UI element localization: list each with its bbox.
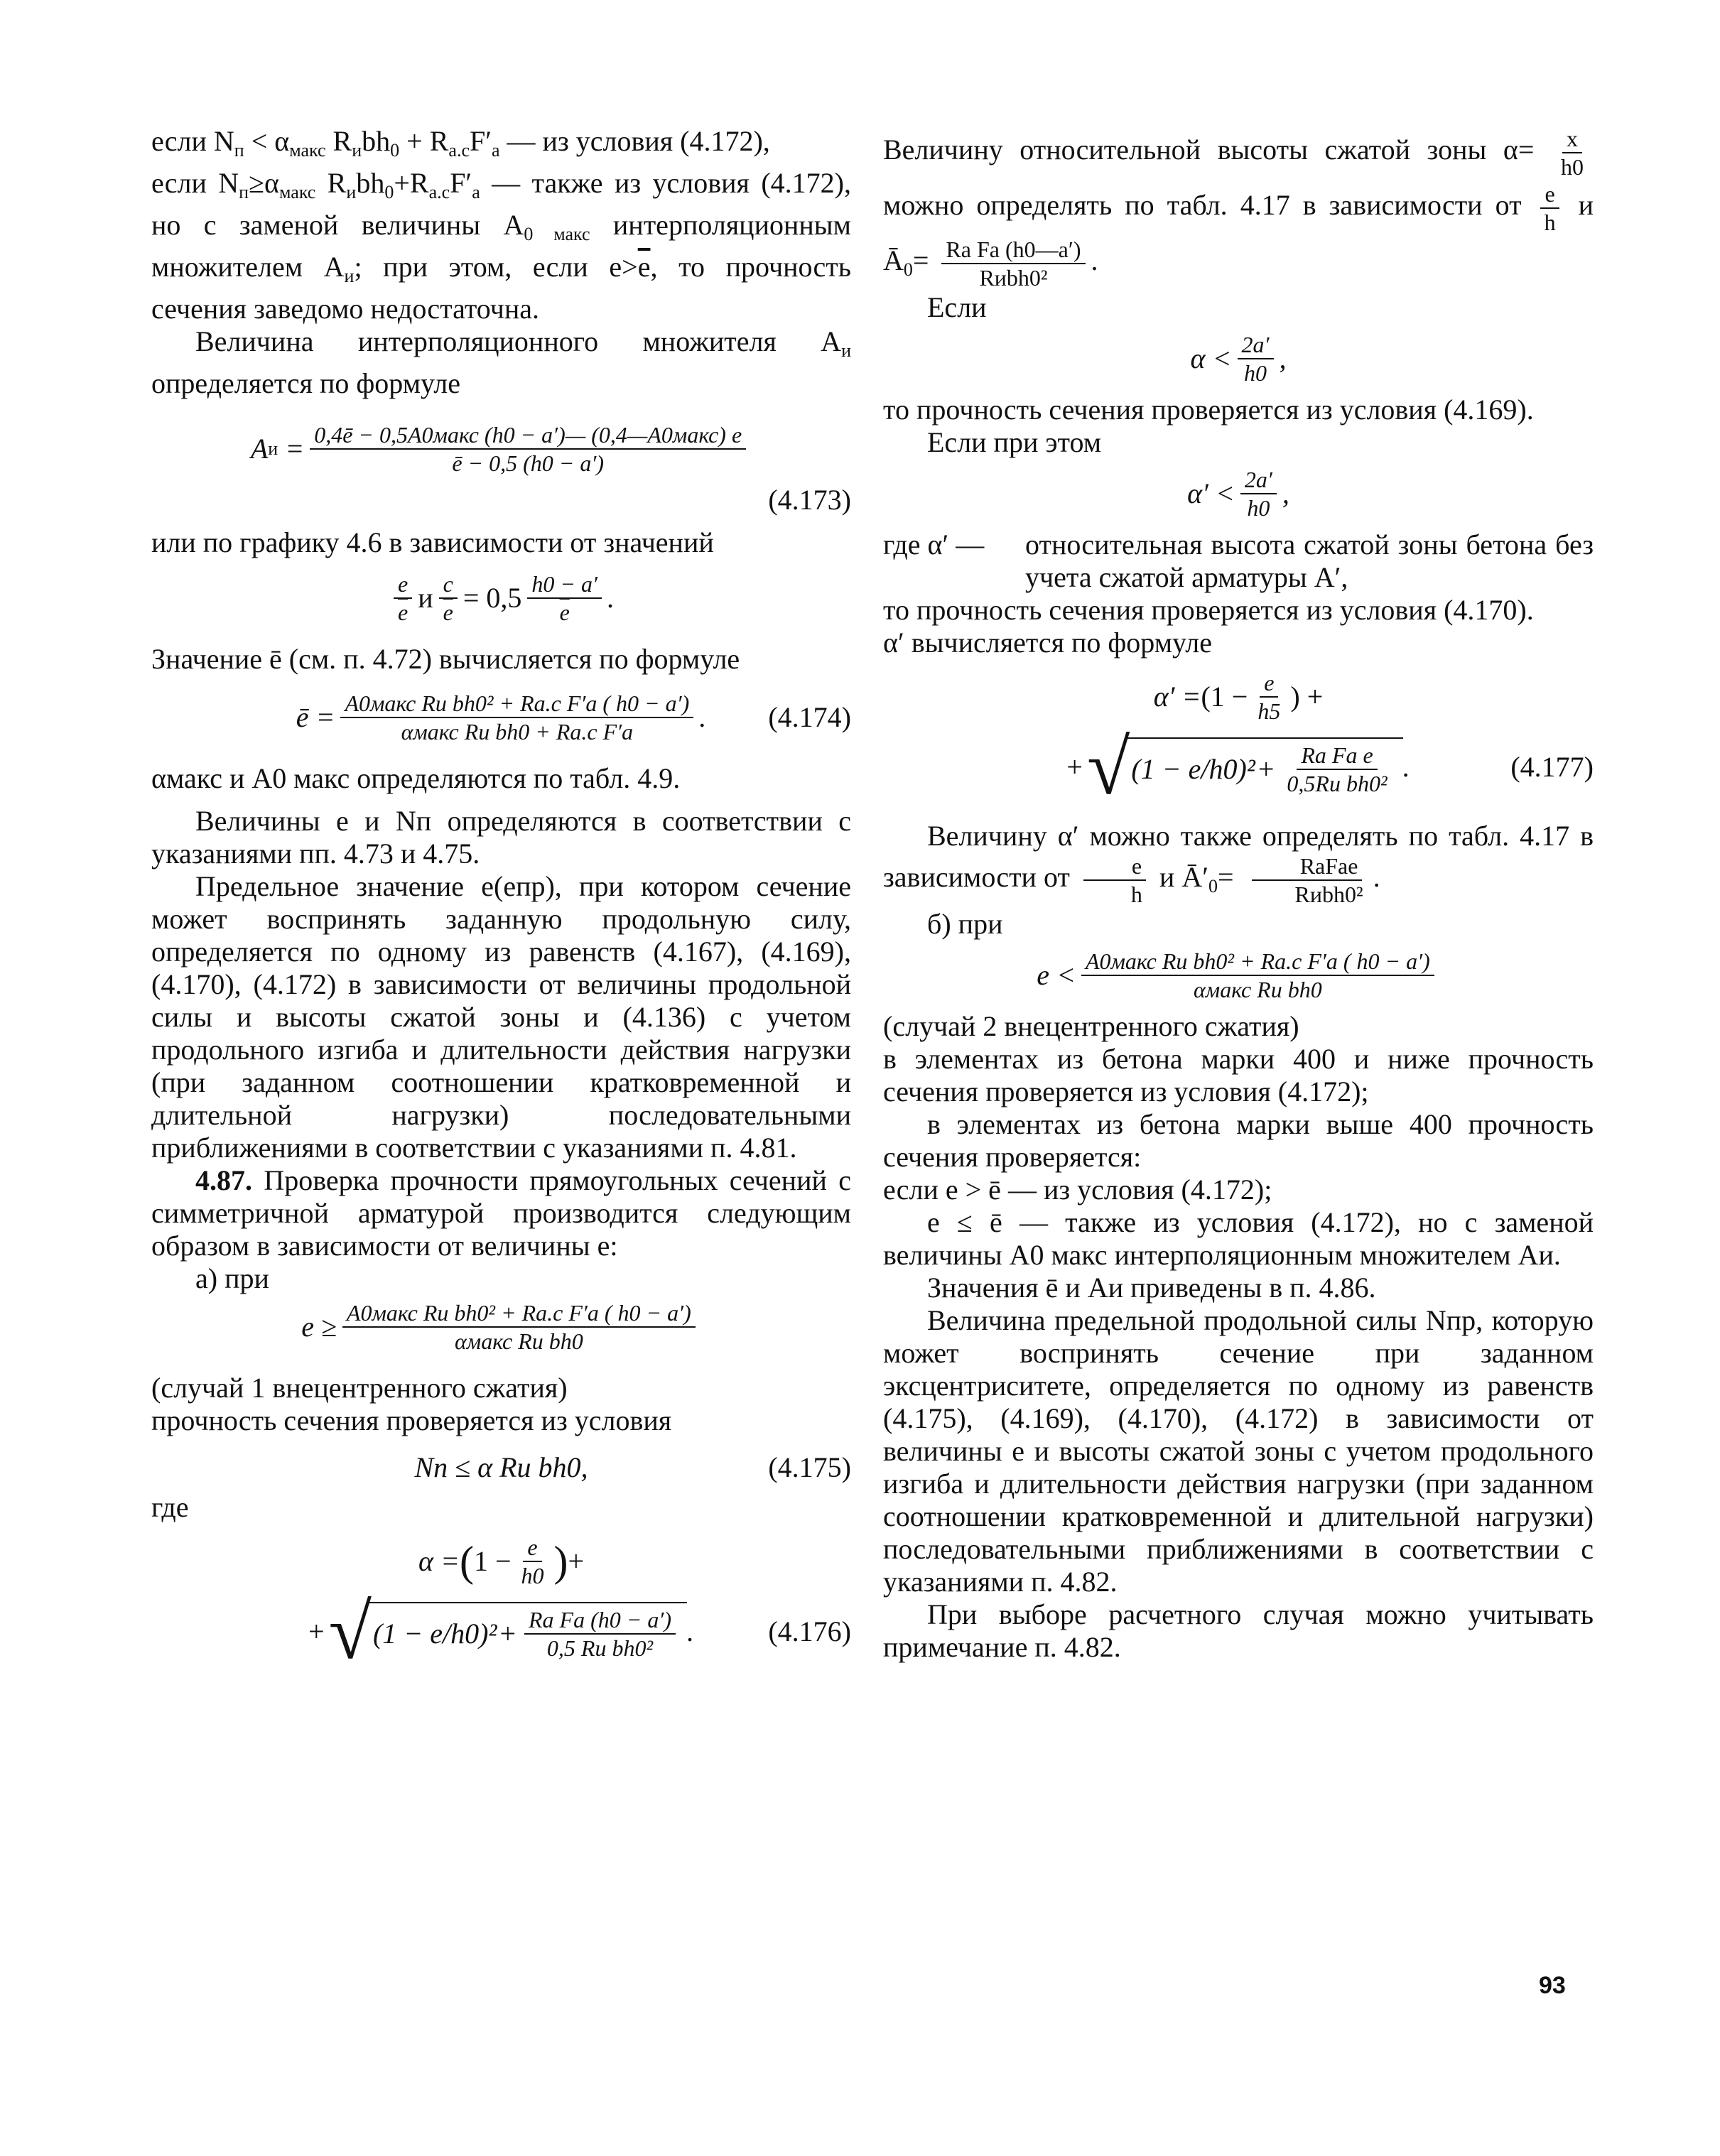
case2-label: (случай 2 внецентренного сжатия) bbox=[883, 1010, 1299, 1042]
formula-cond-alpha: α < 2a′ h0 , bbox=[1190, 332, 1287, 386]
formula-4-176-top: α = ( 1 − $\frac{e}{h0}$ ) + bbox=[418, 1534, 585, 1588]
formula-cond-alpha-prime: α′ < 2a′ h0 , bbox=[1187, 467, 1289, 521]
paragraph-if-gt: если e > ē — из условия (4.172); bbox=[883, 1174, 1272, 1206]
paragraph-en: Величины e и Nп определяются в соответствии с указаниями пп. 4.73 и 4.75. bbox=[151, 805, 851, 870]
condition-less: если $N_п < \alpha_{макс}$ $R_иbh_0 + R_{а.с}F'_а$ — из условия (4.172), bbox=[151, 125, 770, 161]
formula-case-a: e ≥ A0макс Rи bh0² + Rа.с F′а ( h0 − a′) αмакс Rи bh0 bbox=[151, 1299, 851, 1355]
case2-text: в элементах из бетона марки 400 и ниже прочность сечения проверяется из условия (4.172); bbox=[883, 1043, 1594, 1107]
formula-ratios: e $\overline{e}$ и $\frac{c}{e}$ = 0,5 h0 − a′ $\overline{e}$ . bbox=[151, 570, 851, 626]
paragraph-alpha: Величину относительной высоты сжатой зоны α= $\frac{x}{h0}$ можно определять по табл. 4.17 в зависимости от $\frac{e}{h}$ и $Ā_0=$ Rа Fа (h0—a′) Rиbh0² . bbox=[883, 126, 1594, 291]
formula-4-174: ē = A0макс Rи bh0² + Rа.с F′а ( h0 − a′) αмакс Rи bh0 + Rа.с F′а . (4.174) bbox=[296, 690, 851, 744]
page-number: 93 bbox=[1539, 1972, 1566, 1999]
formula-4-173: A и = 0,4ē − 0,5A0макс (h0 − a′)— (0,4—A0макс) e ē − 0,5 (h0 − a′) bbox=[151, 421, 851, 477]
paragraph-then-4-170: то прочность сечения проверяется из условия (4.170). bbox=[883, 594, 1534, 626]
paragraph-if-le: e ≤ ē — также из условия (4.172), но с заменой величины A0 макс интерполяционным множителем Aи. bbox=[883, 1206, 1594, 1271]
case-a-label: а) при bbox=[195, 1262, 269, 1294]
formula-4-177-root: + √ (1 − e/h0)² + Rа Fа e 0,5Rи bh0² . (4.177) bbox=[1066, 724, 1594, 811]
sqrt-sign: √ bbox=[1086, 724, 1130, 811]
formula-case-b: e < A0макс Rи bh0² + Rа.с F′а ( h0 − a′) αмакс Rи bh0 bbox=[883, 948, 1594, 1003]
paragraph-4-87: 4.87. Проверка прочности прямоугольных сечений с симметричной арматурой производится следующим образом в зависимости от величины e: bbox=[151, 1164, 851, 1262]
where-definition: где α′ — относительная высота сжатой зоны бетона без учета сжатой арматуры A′, bbox=[883, 529, 1594, 593]
condition-greater: если $N_п\ge\alpha_{макс}$ $R_иbh_0+R_{а.с}F'_а$ — также из условия (4.172), но с заменой величины $A_{0 макс}$ интерполяционным множителем $A_и$; при этом, если $e>\overline{e}$, то прочность сечения заведомо недостаточна. bbox=[151, 167, 851, 325]
left-column bbox=[151, 125, 851, 1674]
formula-4-176-root: + √ (1 − e/h0)² + Rа Fа (h0 − a′) 0,5 Rи bh0² . (4.176) bbox=[308, 1588, 851, 1675]
formula-4-175: Nп ≤ α Rи bh0, (4.175) bbox=[414, 1451, 851, 1483]
paragraph-alpha-prime: α′ вычисляется по формуле bbox=[883, 627, 1212, 659]
formula-number-4-173: (4.173) bbox=[768, 484, 851, 516]
if-label-2: Если при этом bbox=[927, 426, 1102, 458]
paragraph-values: Значения ē и Aи приведены в п. 4.86. bbox=[927, 1272, 1376, 1304]
paragraph-alpha-also: Величину α′ можно также определять по табл. 4.17 в зависимости от $\frac{e}{h}$ и $Ā'_0=$ RаFаe Rиbh0² . bbox=[883, 820, 1594, 907]
paragraph-above-400: в элементах из бетона марки выше 400 прочность сечения проверяется: bbox=[883, 1108, 1594, 1173]
case-b-label: б) при bbox=[927, 908, 1003, 940]
paragraph-table: αмакс и A0 макс определяются по табл. 4.9. bbox=[151, 762, 681, 794]
paragraph-limit-force: Величина предельной продольной силы Nпр, которую может воспринять сечение при заданном эксцентриситете, определяется по одному из равенств (4.175), (4.169), (4.170), (4.172) в зависимости от величины e и высоты сжатой зоны с учетом продольного изгиба и длительности действия нагрузки (при заданном соотношении кратковременной и длительной нагрузки) последовательными приближениями в соответствии с указаниями п. 4.82. bbox=[883, 1304, 1594, 1598]
case1-text: прочность сечения проверяется из условия bbox=[151, 1404, 672, 1436]
paragraph-value: Значение ē (см. п. 4.72) вычисляется по формуле bbox=[151, 643, 740, 675]
paragraph-interp: Величина интерполяционного множителя $A_и$ определяется по формуле bbox=[151, 325, 851, 399]
paragraph-graph: или по графику 4.6 в зависимости от значений bbox=[151, 526, 714, 558]
paragraph-then-4-169: то прочность сечения проверяется из условия (4.169). bbox=[883, 394, 1534, 426]
formula-4-177-top: α′ = (1 − $\frac{e}{h5}$ ) + bbox=[1153, 670, 1324, 724]
where-label: где bbox=[151, 1491, 189, 1523]
paragraph-note: При выборе расчетного случая можно учитывать примечание п. 4.82. bbox=[883, 1598, 1594, 1663]
right-column bbox=[883, 125, 1594, 1664]
case1-label: (случай 1 внецентренного сжатия) bbox=[151, 1372, 568, 1404]
if-label-1: Если bbox=[927, 291, 987, 323]
paragraph-limit: Предельное значение e(eпр), при котором сечение может воспринять заданную продольную силу, определяется по одному из равенств (4.167), (4.169), (4.170), (4.172) в зависимости от величины продольной силы и высоты сжатой зоны и (4.136) с учетом продольного изгиба и длительности действия нагрузки (при заданном соотношении кратковременной и длительной нагрузки) последовательными приближениями в соответствии с указаниями п. 4.81. bbox=[151, 870, 851, 1164]
sqrt-sign: √ bbox=[328, 1588, 372, 1675]
